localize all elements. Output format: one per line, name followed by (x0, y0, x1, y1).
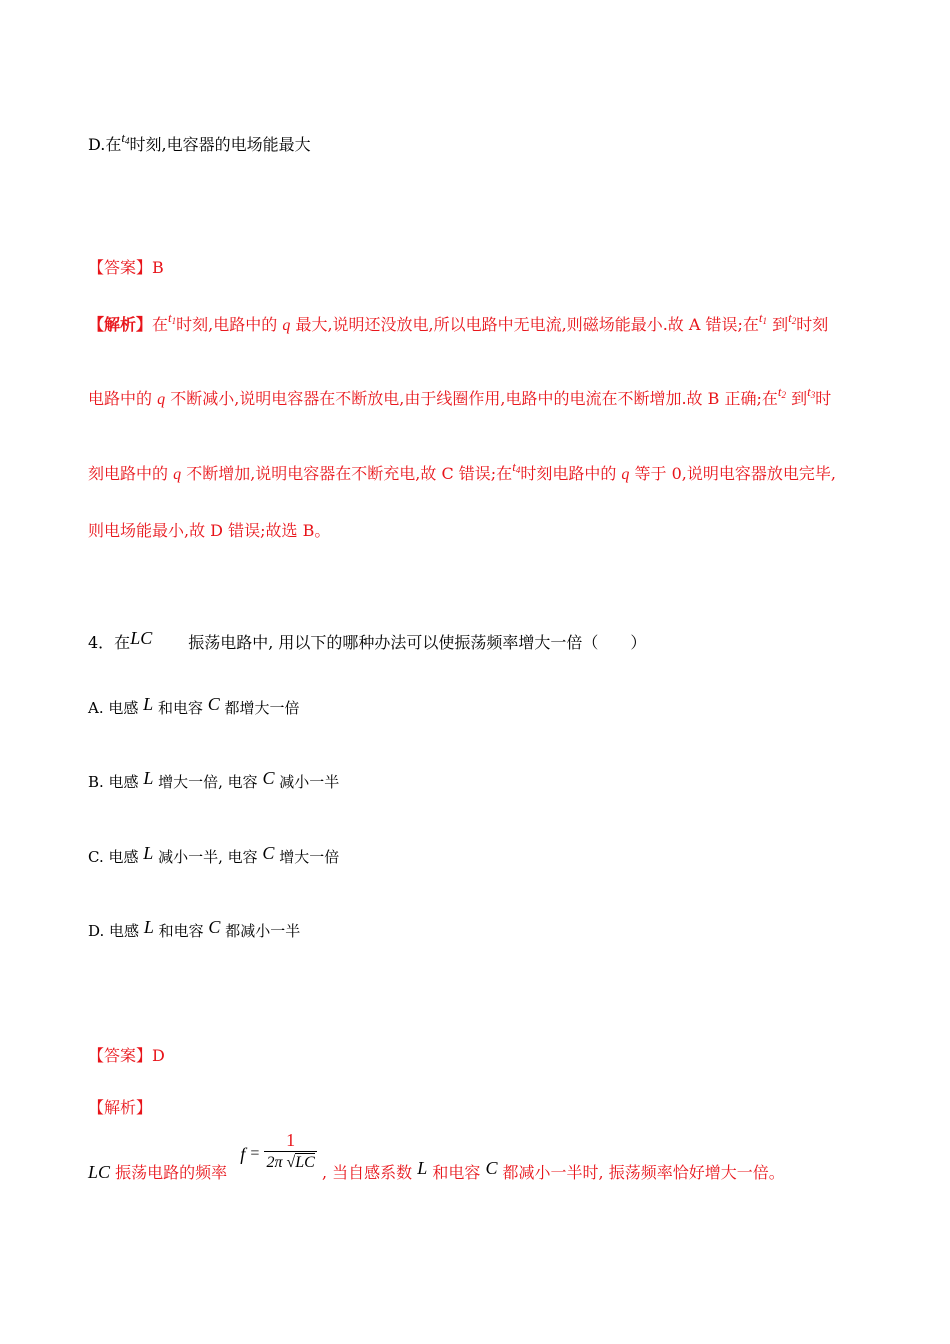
q4-answer (88, 1043, 165, 1066)
q4-option-b: B. 电感 L 增大一倍, 电容 C 减小一半 (88, 768, 340, 791)
frequency-fraction: $\frac{1}{2\pi √LC}$ (264, 1129, 316, 1174)
frequency-symbol: f (240, 1144, 246, 1164)
q4-stem (88, 630, 646, 653)
time-var: t4 (121, 130, 130, 146)
q3-analysis-line-4: 则电场能最小,故 D 错误;故选 B。 (88, 521, 331, 540)
question-stem: 振荡电路中, 用以下的哪种办法可以使振荡频率增大一倍（ ） (188, 633, 647, 652)
answer-label: 【答案】 (88, 258, 153, 277)
analysis-label: 【解析】 (88, 315, 153, 334)
option-d-text: 时刻,电容器的电场能最大 (129, 135, 311, 154)
answer-value: D (152, 1046, 165, 1065)
q4-option-c: C. 电感 L 减小一半, 电容 C 增大一倍 (88, 843, 340, 866)
question-number: 4．在 (88, 633, 131, 652)
q4-option-a: A. 电感 L 和电容 C 都增大一倍 (88, 694, 300, 717)
q3-analysis-line-2: 电路中的 q 不断减小,说明电容器在不断放电,由于线圈作用,电路中的电流在不断增加.故 B 正确;在$^{t_2}$ 到$^{t_3}$时 (88, 384, 832, 408)
answer-label: 【答案】 (88, 1046, 153, 1065)
q3-analysis-line-3: 刻电路中的 q 不断增加,说明电容器在不断充电,故 C 错误;在$^{t_4}$时刻电路中的 q 等于 0,说明电容器放电完毕, (88, 459, 836, 483)
q3-answer (88, 255, 164, 278)
option-d-prefix: D.在 (88, 135, 122, 154)
q3-option-d (88, 132, 311, 155)
q4-option-d: D. 电感 L 和电容 C 都减小一半 (88, 917, 301, 940)
q4-analysis-label: 【解析】 (88, 1098, 153, 1117)
q4-formula-line: LC 振荡电路的频率 f = $\frac{1}{2\pi √LC}$ , 当自感系数 L 和电容 C 都减小一半时, 振荡频率恰好增大一倍。 (88, 1130, 785, 1182)
q3-analysis-line-1: 【解析】在$^{t_1}$时刻,电路中的 q 最大,说明还没放电,所以电路中无电流,则磁场能最小.故 A 错误;在$^{t_1}$ 到$^{t_2}$时刻 (88, 310, 829, 334)
answer-value: B (152, 258, 164, 277)
lc-symbol: LC (130, 628, 153, 648)
lc-symbol: LC (88, 1162, 111, 1182)
